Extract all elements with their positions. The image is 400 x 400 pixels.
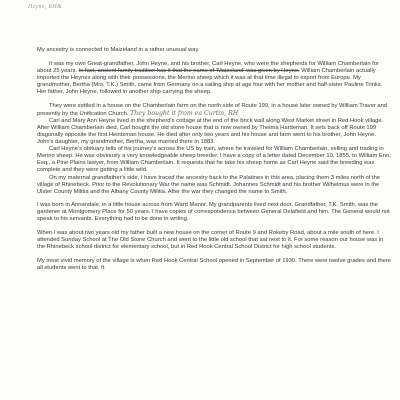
struck-through-text: In fact, ancient family tradition has it that the name of 'Maizeland' was given by Heyne. <box>78 67 300 74</box>
paragraph-intro: My ancestry is connected to Maizeland in a rather unusual way. <box>37 47 200 53</box>
document-body <box>37 47 392 279</box>
paragraph-carl-mary-ann: Carl and Mary Ann Heyne lived in the shepherd's cottage at the end of the brick wall along West Market street in Red Hook village. After William Chamberlain died, Carl bought the old stone house that is now owned by Thelma Hardeman. It sets back off Route 199 diagonally opposite the first Heintzman house. He died after only two years and his house and farm went to his brother, John Heyne. John's daughter, my grandmother, Bertha, was married there in 1883. <box>37 117 384 146</box>
handwritten-annotation: They bought it from ea Curtin, RH <box>130 109 239 117</box>
paragraph-annandale: I was born in Annandale, in a little house across from Ward Manor. My grandparents lived next door. Grandfather, T.K. Smith, was the gardener at Montgomery Place for 50 years. I have copies of correspondence between General Delafield and him. The General would not speak to his servants. Everything had to be done in writing. <box>37 202 390 223</box>
paragraph-settled <box>37 103 392 118</box>
paragraph-settled-text: They were settled in a house on the Chamberlain farm on the north side of Route 199, in a house later owned by William Traver and presently by the Unification Church. <box>37 102 388 117</box>
paragraph-shepherds-text-b: William Chamberlain actually imported the Heynes along with their possessions, the Merino sheep which it was at that time illegal to export from Europe. My grandmother, Bertha (Mrs. T.K.) Smith, came from Germany on a sailing ship at age four with her mother and half-sister Pauline Trinks. Her father, John Heyne, followed in another ship carrying the sheep. <box>37 67 383 95</box>
paragraph-vivid-memory: My most vivid memory of the village is when Red Hook Central School opened in September of 1930. There were twelve grades and there all students went to that. It <box>37 257 392 271</box>
paragraph-shepherds-text-a: It was my own Great-grandfather, John Heyne, and his brother, Carl Heyne, who were the shepherds for William Chamberlain for about 25 years. <box>37 60 379 74</box>
handwritten-header-note: Heyne, RH& <box>28 4 62 10</box>
paragraph-maternal: On my maternal grandfather's side, I have traced the ancestry back to the Palatines in this area, placing them 3 miles north of the village of Rhinebeck. Prior to the Revolutionary War the name was Schmidt. Johannes Schmidt and his brother Wilhelmus were in the Ulster County Militia and the Albany County Militia. After the war they changed the name to Smith. <box>37 174 381 195</box>
paragraph-new-house: When I was about two years old my father built a new house on the corner of Route 9 and Rokeby Road, about a mile south of here. I attended Sunday School at The Old Stone Church and went to the little old school that sat next to it. For some reason our house was in the Rhinebeck school district for elementary school, but in Red Hook Central School District for high school students. <box>37 230 384 251</box>
paragraph-obituary: Carl Heyne's obituary tells of his journey's across the US by train, where he traveled for William Chamberlain, selling and trading in Merino sheep. He was obviously a very knowledgeable sheep breeder. I have a copy of a letter dated December 10, 1855, to William Eno, Esq., a Pine Plains lawyer, from William Chamberlain. It requests that he take his sheep home as Carl Heyne said the breeding was complete and they were getting a little wild. <box>37 146 391 174</box>
paragraph-shepherds <box>37 61 392 96</box>
